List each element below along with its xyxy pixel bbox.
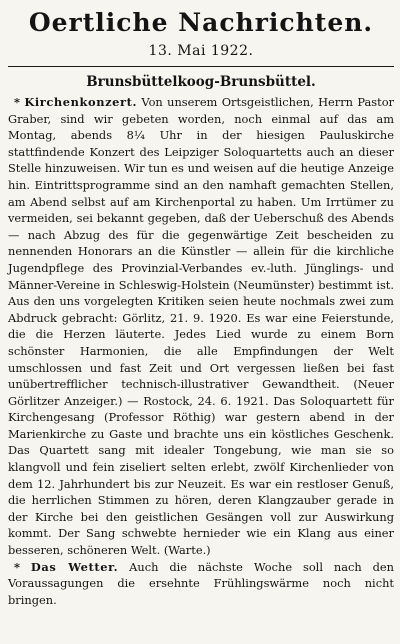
issue-date: 13. Mai 1922. — [148, 43, 254, 59]
section-heading: Brunsbüttelkoog-Brunsbüttel. — [86, 74, 316, 90]
article-kirchenkonzert — [8, 94, 394, 559]
article-keyword: Kirchenkonzert. — [24, 95, 138, 109]
article-body: Von unserem Ortsgeistlichen, Herrn Pastor Graber, sind wir gebeten worden, noch einmal auf das am Montag, abends 8¼ Uhr in der hiesigen Pauluskirche stattfindende Konzert des Leipziger Soloquartetts auch an dieser Stelle hinzuweisen. Wir tun es und weisen auf die heutige Anzeige hin. Eintrittsprogramme sind an den namhaft gemachten Stellen, am Abend selbst auf am Kirchenportal zu haben. Um Irrtümer zu vermeiden, sei bekannt gegeben, daß der Ueberschuß des Abends — nach Abzug des für die gegenwärtige Zeit bescheiden zu nennenden Honorars an die Künstler — allein für die kirchliche Jugendpflege des Provinzial-Verbandes ev.-luth. Jünglings- und Männer-Vereine in Schleswig-Holstein (Neumünster) bestimmt ist. Aus den uns vorgelegten Kritiken seien heute nochmals zwei zum Abdruck gebracht: Görlitz, 21. 9. 1920. Es war eine Feierstunde, die die Herzen läuterte. Jedes Lied wurde zu einem Born schönster Harmonien, die alle Empfindungen der Welt umschlossen und fast Zeit und Ort vergessen ließen bei fast unübertrefflicher technisch-illustrativer Gewandtheit. (Neuer Görlitzer Anzeiger.) — Rostock, 24. 6. 1921. Das Soloquartett für Kirchengesang (Professor Röthig) war gestern abend in der Marienkirche zu Gaste und brachte uns ein köstliches Geschenk. Das Quartett sang mit idealer Tongebung, wie man sie so klangvoll und fein ziseliert selten erlebt, zwölf Kirchenlieder von dem 12. Jahrhundert bis zur Neuzeit. Es war ein restloser Genuß, die herrlichen Stimmen zu hören, deren Klangzauber gerade in der Kirche bei den geistlichen Gesängen voll zur Auswirkung kommt. Der Sang schwebte hernieder wie ein Klang aus einer besseren, schöneren Welt. (Warte.) — [8, 95, 394, 558]
divider — [8, 66, 394, 67]
article-wetter — [8, 559, 394, 609]
article-body: Auch die nächste Woche soll nach den Voraussagungen die ersehnte Frühlingswärme noch nicht bringen. — [8, 559, 395, 607]
article-marker: * — [14, 559, 20, 574]
article-marker: * — [14, 95, 20, 109]
article-keyword: Das Wetter. — [30, 559, 119, 574]
masthead-title: Oertliche Nachrichten. — [28, 8, 374, 37]
article-column — [8, 94, 394, 608]
